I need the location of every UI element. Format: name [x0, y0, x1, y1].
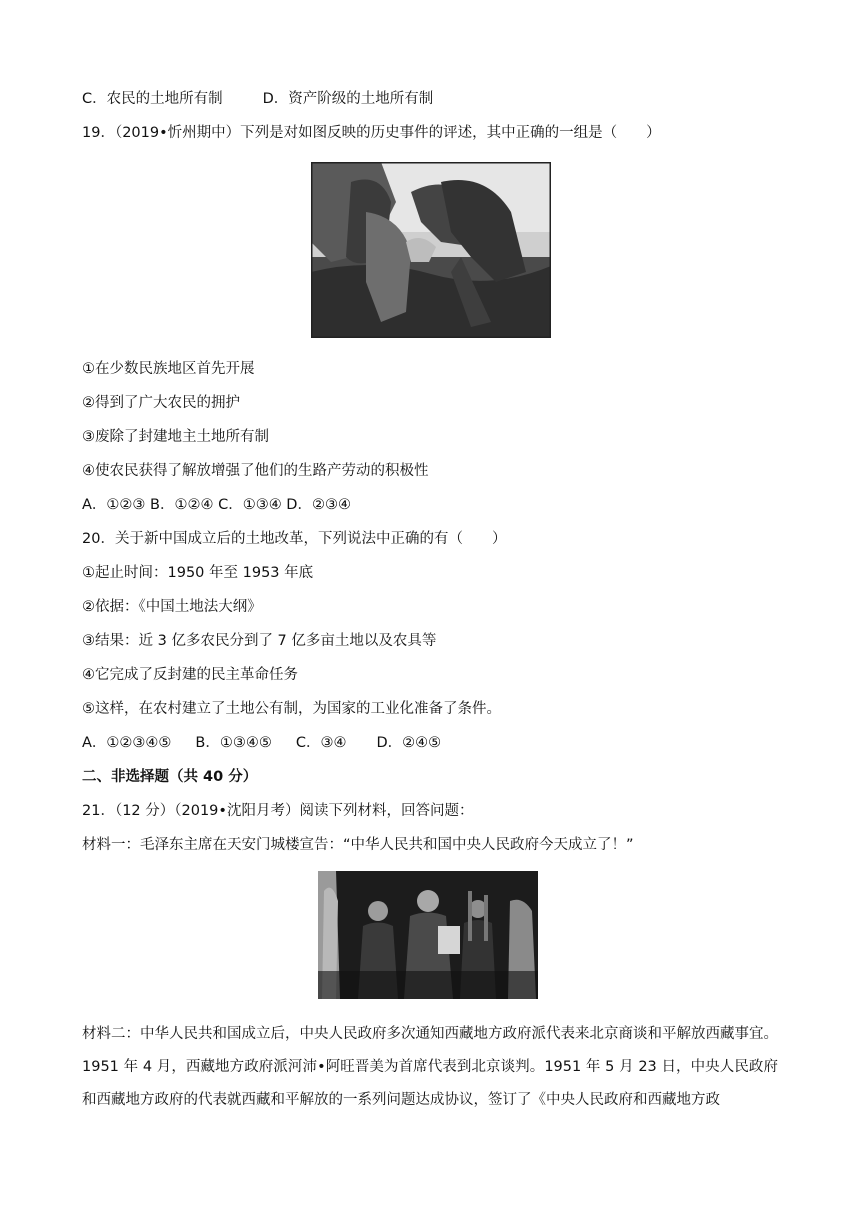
- section2-title: 二、非选择题（共 40 分）: [82, 769, 258, 785]
- q19-options: A．①②③ B．①②④ C．①③④ D．②③④: [82, 497, 351, 513]
- q19-statement-3: ③废除了封建地主土地所有制: [82, 429, 269, 445]
- q18-option-c: C．农民的土地所有制: [82, 91, 223, 107]
- q20-option-d: D．②④⑤: [376, 735, 442, 751]
- q21-stem: 21．（12 分）（2019•沈阳月考）阅读下列材料，回答问题：: [82, 803, 474, 819]
- q20-option-a: A．①②③④⑤: [82, 735, 172, 751]
- q19-statement-2: ②得到了广大农民的拥护: [82, 395, 240, 411]
- q20-statement-2: ②依据：《中国土地法大纲》: [82, 599, 262, 615]
- founding-ceremony-photo: [318, 871, 538, 999]
- q20-option-b: B．①③④⑤: [195, 735, 272, 751]
- q21-material2: 材料二：中华人民共和国成立后，中央人民政府多次通知西藏地方政府派代表来北京商谈和平解放西藏事宜。1951 年 4 月，西藏地方政府派河沛•阿旺晋美为首席代表到北京谈判。1951 年 5 月 23 日，中央人民政府和西藏地方政府的代表就西藏和平解放的一系列问题达成协议，签订了《中央人民政府和西藏地方政: [82, 1026, 778, 1108]
- q20-statement-1: ①起止时间：1950 年至 1953 年底: [82, 565, 314, 581]
- q20-options-row: [82, 732, 441, 754]
- q19-statement-4: ④使农民获得了解放增强了他们的生路产劳动的积极性: [82, 463, 429, 479]
- founding-ceremony-photo-graphic: [318, 871, 538, 999]
- q20-option-c: C．③④: [295, 735, 347, 751]
- q18-option-d: D．资产阶级的土地所有制: [262, 91, 434, 107]
- q19-stem: 19．（2019•忻州期中）下列是对如图反映的历史事件的评述，其中正确的一组是（ ）: [82, 125, 661, 141]
- q20-statement-4: ④它完成了反封建的民主革命任务: [82, 667, 298, 683]
- q20-statement-5: ⑤这样，在农村建立了土地公有制，为国家的工业化准备了条件。: [82, 701, 501, 717]
- land-reform-photo-graphic: [311, 162, 551, 338]
- q19-statement-1: ①在少数民族地区首先开展: [82, 361, 255, 377]
- q20-stem: 20．关于新中国成立后的土地改革，下列说法中正确的有（ ）: [82, 531, 507, 547]
- q21-material1: 材料一：毛泽东主席在天安门城楼宣告：“中华人民共和国中央人民政府今天成立了！”: [82, 837, 634, 853]
- q18-options-row: [82, 88, 433, 110]
- land-reform-photo: [311, 162, 551, 338]
- q20-statement-3: ③结果：近 3 亿多农民分到了 7 亿多亩土地以及农具等: [82, 633, 437, 649]
